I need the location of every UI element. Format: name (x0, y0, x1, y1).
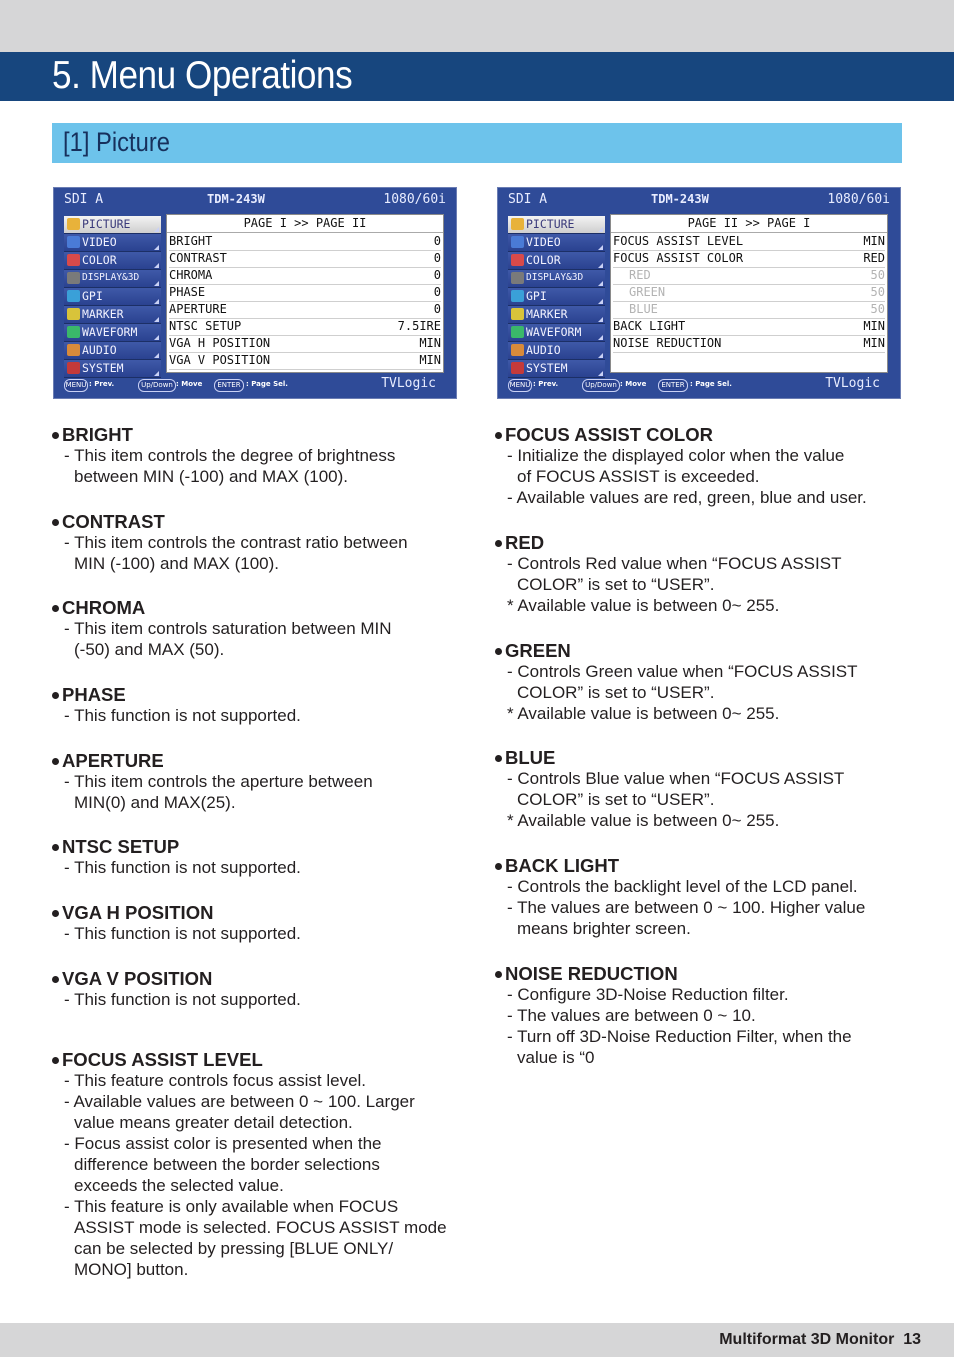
osd-model-label: TDM-243W (651, 192, 709, 206)
bullet-icon (52, 519, 59, 526)
osd-menu-label: VIDEO (526, 235, 561, 249)
entry-chroma (52, 597, 462, 660)
color-icon (67, 254, 80, 266)
entry-contrast (52, 511, 462, 574)
osd-menu-label: COLOR (82, 253, 117, 267)
waveform-icon (67, 326, 80, 338)
system-icon (67, 362, 80, 374)
entry-heading (52, 750, 462, 771)
bullet-icon (52, 1057, 59, 1064)
entry-line: of FOCUS ASSIST is exceeded. (517, 467, 760, 486)
entry-heading (495, 640, 905, 661)
entry-line: - This item controls the contrast ratio between (64, 533, 408, 552)
submenu-arrow-icon (598, 371, 603, 376)
entry-line: - Controls Red value when “FOCUS ASSIST (507, 554, 842, 573)
osd-setting-value: MIN (419, 336, 441, 350)
footer-text (719, 1331, 921, 1349)
updown-key-desc: : Move (176, 380, 203, 388)
entry-heading (495, 424, 905, 445)
entry-title: APERTURE (62, 750, 164, 771)
osd-setting-row[interactable] (169, 352, 441, 370)
osd-menu-label: DISPLAY&3D (526, 272, 584, 283)
entry-line: - Focus assist color is presented when the (64, 1134, 382, 1153)
osd-setting-value: MIN (863, 336, 885, 350)
menu-key-desc: : Prev. (89, 380, 115, 388)
submenu-arrow-icon (154, 245, 159, 250)
osd-brand-logo: TVLogic (825, 376, 880, 391)
osd-setting-row[interactable] (613, 233, 885, 251)
entry-heading (495, 963, 905, 984)
osd-menu-item-video[interactable] (508, 234, 605, 252)
submenu-arrow-icon (154, 227, 159, 232)
osd-setting-row[interactable] (169, 284, 441, 302)
osd-menu-label: WAVEFORM (526, 325, 582, 339)
section-title-bar (52, 123, 902, 163)
entry-line: - Available values are between 0 ~ 100. Larger (64, 1092, 415, 1111)
entry-heading (52, 968, 462, 989)
entry-line: MONO] button. (74, 1260, 189, 1279)
osd-menu-label: DISPLAY&3D (82, 272, 140, 283)
osd-setting-name: NOISE REDUCTION (613, 336, 722, 350)
picture-icon (511, 218, 524, 230)
osd-settings-panel (166, 214, 444, 373)
entry-line: * Available value is between 0~ 255. (507, 596, 780, 615)
entry-heading (52, 597, 462, 618)
product-name: Multiformat 3D Monitor (719, 1331, 895, 1348)
osd-setting-value: 7.5IRE (397, 319, 441, 333)
osd-setting-value: 0 (433, 285, 441, 299)
entry-line: - This function is not supported. (64, 924, 301, 943)
osd-format-label: 1080/60i (383, 192, 446, 207)
bullet-icon (495, 540, 502, 547)
entry-line: - This item controls the degree of brightness (64, 446, 396, 465)
osd-setting-value: 0 (433, 234, 441, 248)
section-title: [1] Picture (63, 127, 170, 157)
osd-setting-row[interactable] (613, 250, 885, 268)
audio-icon (67, 344, 80, 356)
osd-setting-row[interactable] (613, 267, 885, 285)
entry-heading (495, 855, 905, 876)
osd-menu-label: WAVEFORM (82, 325, 138, 339)
video-icon (511, 236, 524, 248)
entry-title: CONTRAST (62, 511, 165, 532)
page-footer (0, 1323, 954, 1357)
submenu-arrow-icon (598, 263, 603, 268)
osd-setting-row[interactable] (613, 318, 885, 336)
bullet-icon (495, 755, 502, 762)
osd-menu-item-waveform[interactable] (508, 324, 605, 342)
osd-setting-value: 50 (870, 302, 885, 316)
osd-menu-label: COLOR (526, 253, 561, 267)
entry-line: means brighter screen. (517, 919, 691, 938)
entry-back-light (495, 855, 905, 939)
osd-setting-value: 0 (433, 302, 441, 316)
osd-setting-value: MIN (863, 234, 885, 248)
osd-menu-item-system[interactable] (508, 360, 605, 378)
osd-menu-item-gpi[interactable] (64, 288, 161, 306)
entry-title: VGA H POSITION (62, 902, 214, 923)
entry-line: ASSIST mode is selected. FOCUS ASSIST mode (74, 1218, 447, 1237)
entry-line: - This feature controls focus assist level. (64, 1071, 367, 1090)
entry-title: NOISE REDUCTION (505, 963, 678, 984)
osd-setting-name: NTSC SETUP (169, 319, 242, 333)
osd-key-help (62, 378, 442, 394)
entry-title: FOCUS ASSIST LEVEL (62, 1049, 263, 1070)
bullet-icon (495, 432, 502, 439)
menu-key-desc: : Prev. (533, 380, 559, 388)
chapter-title-bar (0, 52, 954, 101)
entry-line: * Available value is between 0~ 255. (507, 704, 780, 723)
entry-line: - Controls Blue value when “FOCUS ASSIST (507, 769, 845, 788)
entry-line: - This item controls the aperture between (64, 772, 373, 791)
osd-setting-row[interactable] (169, 318, 441, 336)
entry-line: - Controls the backlight level of the LCD panel. (507, 877, 858, 896)
entry-line: COLOR” is set to “USER”. (517, 790, 715, 809)
display-3d-icon (67, 272, 80, 284)
osd-setting-value: 0 (433, 251, 441, 265)
picture-icon (67, 218, 80, 230)
entry-title: GREEN (505, 640, 571, 661)
osd-screenshot-page1 (53, 187, 457, 399)
osd-page-header: PAGE I >> PAGE II (167, 216, 443, 233)
osd-setting-name: CONTRAST (169, 251, 227, 265)
entry-vga-h-position (52, 902, 462, 944)
osd-format-label: 1080/60i (827, 192, 890, 207)
entry-title: VGA V POSITION (62, 968, 213, 989)
entry-heading (52, 836, 462, 857)
color-icon (511, 254, 524, 266)
entry-aperture (52, 750, 462, 813)
entry-noise-reduction (495, 963, 905, 1068)
entry-phase (52, 684, 462, 726)
osd-settings-panel (610, 214, 888, 373)
bullet-icon (495, 648, 502, 655)
osd-menu-item-marker[interactable] (64, 306, 161, 324)
osd-menu-label: SYSTEM (526, 361, 568, 375)
entry-line: - Controls Green value when “FOCUS ASSIST (507, 662, 858, 681)
osd-input-label: SDI A (508, 192, 548, 207)
entry-line: value means greater detail detection. (74, 1113, 353, 1132)
entry-line: - This item controls saturation between MIN (64, 619, 392, 638)
osd-menu-label: SYSTEM (82, 361, 124, 375)
entry-line: - Configure 3D-Noise Reduction filter. (507, 985, 789, 1004)
osd-setting-row[interactable] (613, 301, 885, 319)
osd-menu-label: PICTURE (526, 217, 575, 231)
submenu-arrow-icon (154, 263, 159, 268)
osd-setting-row[interactable] (169, 335, 441, 353)
submenu-arrow-icon (598, 353, 603, 358)
enter-key-icon: ENTER (658, 379, 688, 392)
entry-heading (52, 424, 462, 445)
submenu-arrow-icon (154, 281, 159, 286)
osd-menu-item-audio[interactable] (508, 342, 605, 360)
osd-setting-name: VGA H POSITION (169, 336, 271, 350)
page-number: 13 (903, 1331, 921, 1348)
osd-menu-item-video[interactable] (64, 234, 161, 252)
updown-key-desc: : Move (620, 380, 647, 388)
osd-menu-sidebar (64, 216, 161, 378)
submenu-arrow-icon (598, 245, 603, 250)
osd-menu-item-display-3d[interactable] (64, 270, 161, 288)
osd-setting-name: CHROMA (169, 268, 213, 282)
submenu-arrow-icon (154, 353, 159, 358)
osd-menu-label: AUDIO (526, 343, 561, 357)
entry-line: - Turn off 3D-Noise Reduction Filter, when the (507, 1027, 852, 1046)
osd-setting-value: 50 (870, 268, 885, 282)
osd-setting-row[interactable] (613, 284, 885, 302)
bullet-icon (495, 863, 502, 870)
entry-line: - The values are between 0 ~ 10. (507, 1006, 756, 1025)
osd-setting-row[interactable] (169, 267, 441, 285)
osd-menu-item-marker[interactable] (508, 306, 605, 324)
entry-line: - Available values are red, green, blue and user. (507, 488, 867, 507)
entry-title: BACK LIGHT (505, 855, 620, 876)
bullet-icon (52, 758, 59, 765)
enter-key-desc: : Page Sel. (246, 380, 288, 388)
enter-key-icon: ENTER (214, 379, 244, 392)
entry-title: PHASE (62, 684, 126, 705)
entry-line: - The values are between 0 ~ 100. Higher value (507, 898, 866, 917)
bullet-icon (495, 971, 502, 978)
osd-setting-value: RED (863, 251, 885, 265)
entry-line: between MIN (-100) and MAX (100). (74, 467, 349, 486)
osd-setting-value: 0 (433, 268, 441, 282)
submenu-arrow-icon (154, 317, 159, 322)
submenu-arrow-icon (598, 317, 603, 322)
entry-heading (52, 684, 462, 705)
entry-title: NTSC SETUP (62, 836, 180, 857)
osd-brand-logo: TVLogic (381, 376, 436, 391)
bullet-icon (52, 910, 59, 917)
osd-setting-name: BLUE (629, 302, 658, 316)
entry-bright (52, 424, 462, 487)
bullet-icon (52, 844, 59, 851)
osd-menu-label: MARKER (82, 307, 124, 321)
entry-line: COLOR” is set to “USER”. (517, 683, 715, 702)
entry-blue (495, 747, 905, 831)
bullet-icon (52, 605, 59, 612)
osd-setting-name: VGA V POSITION (169, 353, 271, 367)
osd-menu-label: GPI (526, 289, 547, 303)
entry-line: COLOR” is set to “USER”. (517, 575, 715, 594)
osd-setting-value: 50 (870, 285, 885, 299)
osd-model-label: TDM-243W (207, 192, 265, 206)
osd-setting-value: MIN (419, 353, 441, 367)
osd-setting-row[interactable] (169, 250, 441, 268)
entry-line: difference between the border selections (74, 1155, 380, 1174)
entry-line: - This function is not supported. (64, 990, 301, 1009)
entry-line: * Available value is between 0~ 255. (507, 811, 780, 830)
entry-line: (-50) and MAX (50). (74, 640, 225, 659)
submenu-arrow-icon (598, 335, 603, 340)
entry-vga-v-position (52, 968, 462, 1010)
osd-setting-name: PHASE (169, 285, 206, 299)
top-band (0, 0, 954, 52)
osd-menu-item-waveform[interactable] (64, 324, 161, 342)
osd-menu-label: VIDEO (82, 235, 117, 249)
osd-setting-name: RED (629, 268, 651, 282)
bullet-icon (52, 432, 59, 439)
entry-focus-assist-level (52, 1049, 462, 1280)
osd-key-help (506, 378, 886, 394)
osd-menu-item-display-3d[interactable] (508, 270, 605, 288)
entry-line: - This feature is only available when FOCUS (64, 1197, 399, 1216)
entry-line: - Initialize the displayed color when the value (507, 446, 845, 465)
enter-key-desc: : Page Sel. (690, 380, 732, 388)
osd-menu-label: MARKER (526, 307, 568, 321)
menu-key-icon: MENU (64, 379, 88, 392)
osd-menu-sidebar (508, 216, 605, 378)
osd-menu-item-color[interactable] (508, 252, 605, 270)
entry-heading (52, 902, 462, 923)
marker-icon (67, 308, 80, 320)
osd-setting-row[interactable] (613, 335, 885, 353)
entry-title: FOCUS ASSIST COLOR (505, 424, 713, 445)
osd-menu-label: PICTURE (82, 217, 131, 231)
entry-red (495, 532, 905, 616)
system-icon (511, 362, 524, 374)
entry-title: BRIGHT (62, 424, 133, 445)
osd-input-label: SDI A (64, 192, 104, 207)
submenu-arrow-icon (598, 299, 603, 304)
osd-menu-item-picture[interactable] (508, 216, 605, 234)
waveform-icon (511, 326, 524, 338)
marker-icon (511, 308, 524, 320)
osd-screenshot-page2 (497, 187, 901, 399)
entry-title: RED (505, 532, 545, 553)
osd-setting-name: APERTURE (169, 302, 227, 316)
entry-line: - This function is not supported. (64, 706, 301, 725)
updown-key-icon: Up/Down (582, 379, 620, 392)
osd-setting-name: BACK LIGHT (613, 319, 686, 333)
osd-setting-name: FOCUS ASSIST LEVEL (613, 234, 744, 248)
entry-focus-assist-color (495, 424, 905, 508)
bullet-icon (52, 692, 59, 699)
submenu-arrow-icon (154, 371, 159, 376)
menu-key-icon: MENU (508, 379, 532, 392)
audio-icon (511, 344, 524, 356)
video-icon (67, 236, 80, 248)
bullet-icon (52, 976, 59, 983)
entry-heading (495, 532, 905, 553)
entry-ntsc-setup (52, 836, 462, 878)
osd-page-header: PAGE II >> PAGE I (611, 216, 887, 233)
osd-setting-row[interactable] (169, 233, 441, 251)
osd-menu-item-audio[interactable] (64, 342, 161, 360)
osd-menu-label: AUDIO (82, 343, 117, 357)
chapter-title: 5. Menu Operations (52, 54, 353, 97)
entry-green (495, 640, 905, 724)
osd-menu-item-picture[interactable] (64, 216, 161, 234)
entry-title: BLUE (505, 747, 556, 768)
entry-line: - This function is not supported. (64, 858, 301, 877)
submenu-arrow-icon (154, 299, 159, 304)
osd-menu-label: GPI (82, 289, 103, 303)
entry-line: value is “0 (517, 1048, 595, 1067)
osd-setting-row[interactable] (169, 301, 441, 319)
osd-setting-name: FOCUS ASSIST COLOR (613, 251, 744, 265)
entry-line: exceeds the selected value. (74, 1176, 284, 1195)
entry-line: can be selected by pressing [BLUE ONLY/ (74, 1239, 394, 1258)
submenu-arrow-icon (598, 281, 603, 286)
gpi-icon (67, 290, 80, 302)
updown-key-icon: Up/Down (138, 379, 176, 392)
entry-heading (52, 1049, 462, 1070)
osd-menu-item-system[interactable] (64, 360, 161, 378)
submenu-arrow-icon (154, 335, 159, 340)
entry-title: CHROMA (62, 597, 146, 618)
submenu-arrow-icon (598, 227, 603, 232)
entry-line: MIN(0) and MAX(25). (74, 793, 236, 812)
osd-menu-item-color[interactable] (64, 252, 161, 270)
osd-setting-name: BRIGHT (169, 234, 213, 248)
entry-heading (52, 511, 462, 532)
display-3d-icon (511, 272, 524, 284)
gpi-icon (511, 290, 524, 302)
entry-heading (495, 747, 905, 768)
osd-setting-value: MIN (863, 319, 885, 333)
osd-menu-item-gpi[interactable] (508, 288, 605, 306)
osd-setting-name: GREEN (629, 285, 666, 299)
entry-line: MIN (-100) and MAX (100). (74, 554, 280, 573)
